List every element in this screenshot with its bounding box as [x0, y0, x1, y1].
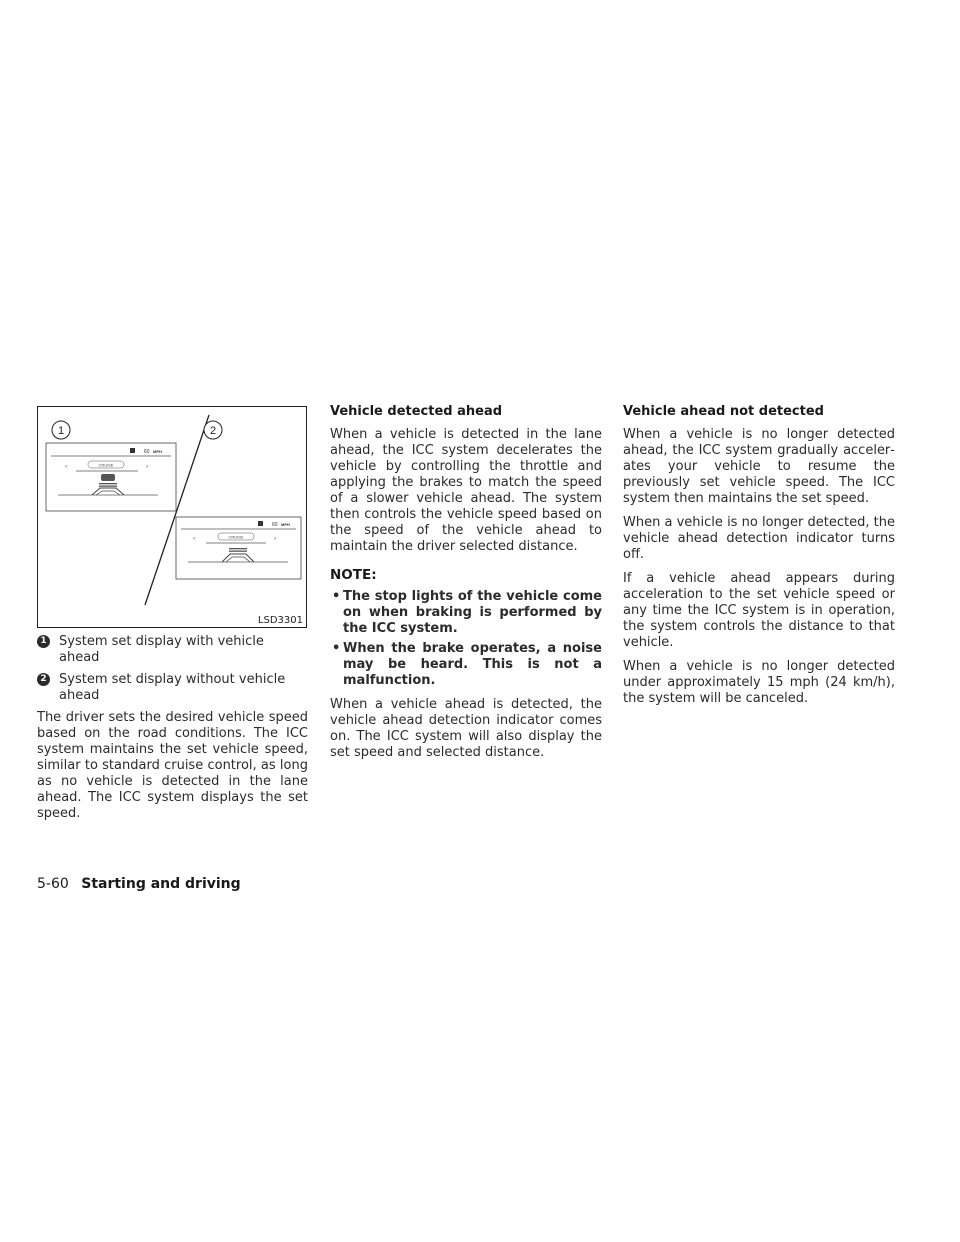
paragraph: When a vehicle is detected in the lane ahead, the ICC system decelerates the vehicle by controlling the throttle and applying the brakes to match the speed of a slower vehicle ahead. The system then controls the vehicle speed based on the speed of the vehicle ahead to maintain the driver selected distance. [330, 427, 602, 554]
svg-text:‹: ‹ [65, 464, 67, 470]
legend-item [37, 634, 308, 666]
cruise-label-2: CRUISE [228, 534, 244, 540]
speed-value-2: 60 [272, 522, 278, 528]
figure-icc-display [37, 406, 307, 628]
speed-unit-2: MPH [281, 522, 290, 527]
paragraph: When a vehicle is no longer detected under approximately 15 mph (24 km/h), the system will be canceled. [623, 659, 895, 706]
page-number: 5-60 [37, 876, 69, 892]
cruise-label-1: CRUISE [98, 462, 114, 468]
legend-number-1: 1 [37, 635, 50, 648]
speed-value-1: 60 [144, 449, 150, 455]
paragraph: When a vehicle is no longer detected ahead, the ICC system gradually accelerates your vehicle to resume the previously set vehicle speed. The ICC system then maintains the set speed. [623, 427, 895, 506]
column-2 [330, 404, 602, 769]
paragraph: When a vehicle is no longer detected, the vehicle ahead detection indicator turns off. [623, 515, 895, 562]
section-title: Starting and driving [81, 876, 241, 892]
legend-text-1: System set display with vehicle ahead [59, 634, 264, 665]
heading-vehicle-detected: Vehicle detected ahead [330, 404, 503, 419]
distance-icon [130, 448, 135, 453]
callout-2-label: 2 [209, 425, 217, 437]
svg-text:›: › [274, 536, 276, 542]
screen-with-vehicle-ahead [46, 443, 176, 511]
legend-number-2: 2 [37, 673, 50, 686]
svg-text:›: › [146, 464, 148, 470]
paragraph: When a vehicle ahead is detected, the vehicle ahead detection indicator comes on. The ICC system will also display the set speed and selected distance. [330, 697, 602, 760]
column-1 [37, 634, 308, 830]
note-item: • When the brake operates, a noise may be heard. This is not a malfunction. [330, 641, 602, 689]
screen-without-vehicle-ahead [176, 517, 301, 579]
intro-paragraph: The driver sets the desired vehicle speed based on the road conditions. The ICC system maintains the set vehicle speed, similar to standard cruise control, as long as no vehicle is detected in the lane ahead. The ICC system displays the set speed. [37, 710, 308, 821]
note-item: • The stop lights of the vehicle come on when braking is performed by the ICC system. [330, 589, 602, 637]
heading-vehicle-not-detected: Vehicle ahead not detected [623, 404, 824, 419]
note-list [330, 589, 602, 689]
vehicle-ahead-icon [101, 474, 115, 481]
icc-display-illustration [38, 407, 306, 627]
callout-1-label: 1 [57, 425, 65, 437]
column-3 [623, 404, 895, 715]
legend-text-2: System set display without vehicle ahead [59, 672, 286, 703]
svg-text:‹: ‹ [193, 536, 195, 542]
note-heading: NOTE: [330, 567, 377, 583]
distance-icon [258, 521, 263, 526]
paragraph: If a vehicle ahead appears during acceleration to the set vehicle speed or any time the ICC system is in operation, the system controls the distance to that vehicle. [623, 571, 895, 650]
page-footer [37, 876, 241, 892]
speed-unit-1: MPH [153, 449, 162, 454]
figure-code: LSD3301 [257, 615, 303, 626]
legend-item [37, 672, 308, 704]
